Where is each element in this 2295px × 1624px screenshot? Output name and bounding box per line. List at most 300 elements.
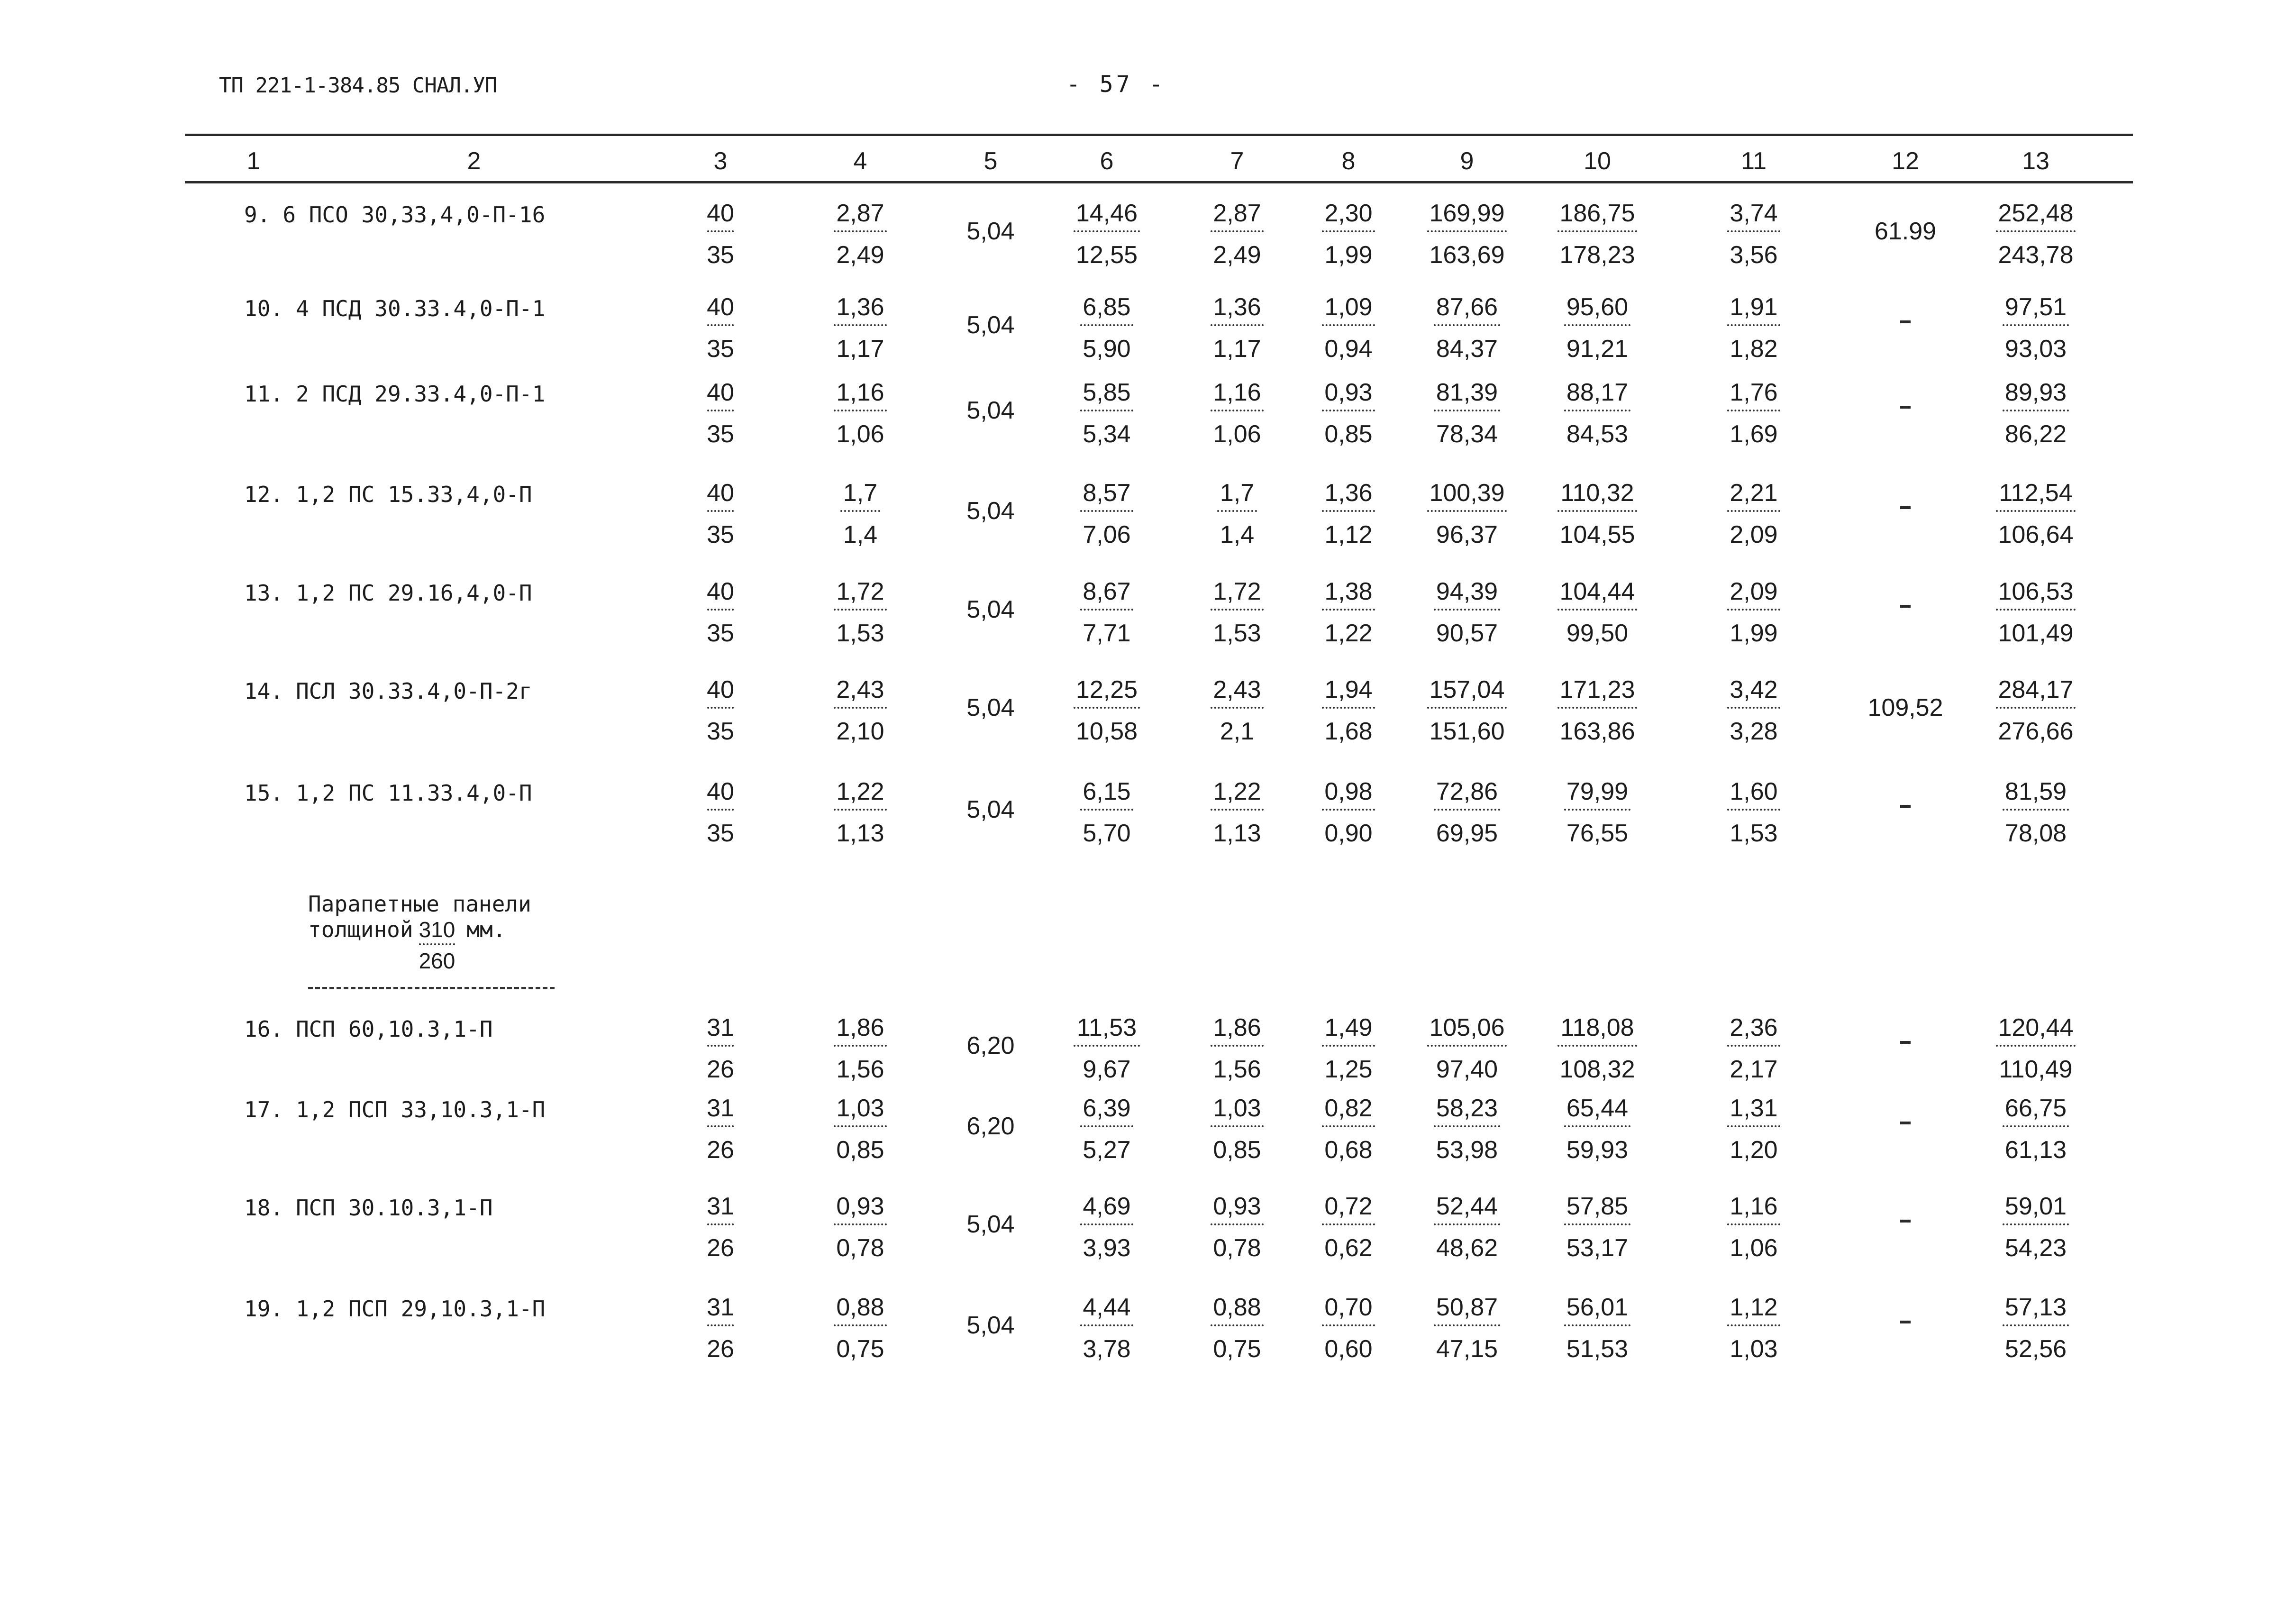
- cell-c9: [1434, 293, 1500, 363]
- cell-c10-top: 118,08: [1560, 1014, 1634, 1041]
- cell-c10-bottom: 104,55: [1559, 521, 1635, 548]
- cell-c4: [834, 1192, 887, 1262]
- cell-c8-top: 2,30: [1324, 200, 1373, 227]
- cell-c13: [1996, 577, 2076, 648]
- cell-c8-bottom: 1,12: [1324, 521, 1373, 548]
- fraction-bar: [1996, 230, 2076, 232]
- cell-c7: [1211, 1293, 1264, 1363]
- cell-c8-top: 1,36: [1324, 479, 1373, 507]
- column-header-8: 8: [1341, 147, 1356, 175]
- cell-c11-bottom: 1,20: [1730, 1136, 1778, 1164]
- column-header-13: 13: [2022, 147, 2049, 175]
- fraction-bar: [1996, 707, 2076, 709]
- cell-c8: [1322, 293, 1375, 363]
- row-label: [244, 1016, 493, 1042]
- fraction-bar: [1074, 1045, 1140, 1047]
- cell-c9-bottom: 47,15: [1436, 1335, 1498, 1363]
- cell-c12-dash-4: [1900, 605, 1911, 608]
- cell-c13-bottom: 276,66: [1998, 718, 2074, 745]
- cell-c13-bottom: 101,49: [1998, 620, 2074, 647]
- fraction-bar: [1080, 609, 1133, 611]
- cell-c3: [707, 777, 734, 848]
- cell-c3: [707, 577, 734, 648]
- cell-c8: [1322, 1192, 1375, 1262]
- row-number: 16.: [244, 1016, 284, 1042]
- fraction-bar: [1074, 230, 1140, 232]
- fraction-bar: [1727, 324, 1780, 326]
- column-header-7: 7: [1230, 147, 1244, 175]
- cell-c11: [1727, 577, 1780, 648]
- cell-c13-top: 112,54: [1999, 479, 2073, 507]
- cell-c3: [707, 479, 734, 549]
- cell-c6-top: 4,69: [1083, 1193, 1131, 1220]
- cell-c9-top: 87,66: [1436, 293, 1498, 321]
- cell-c8: [1322, 479, 1375, 549]
- cell-c10: [1564, 378, 1630, 448]
- fraction-bar: [834, 1223, 887, 1225]
- cell-c7-top: 0,88: [1213, 1294, 1261, 1321]
- fraction-bar: [1434, 410, 1500, 411]
- fraction-bar: [1211, 1223, 1264, 1225]
- cell-c3-bottom: 26: [707, 1335, 734, 1363]
- row-item-name: 6 ПСО 30,33,4,0-П-16: [282, 202, 546, 228]
- cell-c12-dash-7: [1900, 1041, 1911, 1044]
- cell-c9-bottom: 163,69: [1429, 241, 1505, 269]
- cell-c13-top: 106,53: [1998, 578, 2074, 605]
- cell-c7-bottom: 1,56: [1213, 1056, 1261, 1083]
- cell-c7: [1217, 479, 1257, 549]
- cell-c6-top: 12,25: [1075, 676, 1138, 703]
- cell-c4-bottom: 2,49: [836, 241, 884, 269]
- cell-c13-bottom: 61,13: [2004, 1136, 2067, 1164]
- fraction-bar: [1211, 809, 1264, 811]
- cell-c5: 6,20: [966, 1032, 1015, 1059]
- cell-c10-top: 65,44: [1566, 1095, 1629, 1122]
- fraction-bar: [1727, 1223, 1780, 1225]
- cell-c3-top: 40: [707, 676, 734, 703]
- cell-c13: [1996, 1013, 2076, 1084]
- fraction-bar: [1211, 1125, 1264, 1127]
- fraction-bar: [1211, 324, 1264, 326]
- cell-c3: [707, 1013, 734, 1084]
- cell-c7-bottom: 1,53: [1213, 620, 1261, 647]
- fraction-bar: [1322, 324, 1375, 326]
- fraction-bar: [707, 809, 734, 811]
- cell-c6: [1080, 479, 1133, 549]
- row-number: 11.: [244, 381, 284, 407]
- cell-c8: [1322, 1094, 1375, 1164]
- cell-c6: [1080, 378, 1133, 448]
- cell-c4-top: 1,36: [836, 293, 884, 321]
- cell-c8-top: 1,38: [1324, 578, 1373, 605]
- cell-c8-top: 0,93: [1324, 379, 1373, 406]
- row-label: [244, 678, 532, 704]
- fraction-bar: [1727, 1045, 1780, 1047]
- cell-c3: [707, 1192, 734, 1262]
- section-thickness-top: 310: [419, 917, 455, 942]
- cell-c13: [1996, 479, 2076, 549]
- cell-c9-top: 157,04: [1429, 676, 1505, 703]
- cell-c13-bottom: 110,49: [1999, 1056, 2073, 1083]
- fraction-bar: [1564, 324, 1630, 326]
- cell-c5: 5,04: [966, 1211, 1015, 1238]
- cell-c6-bottom: 7,06: [1083, 521, 1131, 548]
- cell-c6-bottom: 10,58: [1075, 718, 1138, 745]
- cell-c10: [1557, 577, 1637, 648]
- cell-c4-top: 1,16: [836, 379, 884, 406]
- cell-c13: [1996, 199, 2076, 269]
- cell-c9-bottom: 78,34: [1436, 420, 1498, 448]
- cell-c4-top: 1,72: [836, 578, 884, 605]
- cell-c11-bottom: 2,17: [1730, 1056, 1778, 1083]
- cell-c8-top: 0,82: [1324, 1095, 1373, 1122]
- cell-c8-bottom: 1,22: [1324, 620, 1373, 647]
- cell-c8-bottom: 0,62: [1324, 1234, 1373, 1262]
- cell-c6-bottom: 12,55: [1075, 241, 1138, 269]
- header-rule-bottom: [185, 181, 2133, 183]
- fraction-bar: [419, 943, 455, 945]
- fraction-bar: [1080, 1223, 1133, 1225]
- fraction-bar: [1322, 1223, 1375, 1225]
- cell-c7-top: 1,7: [1220, 479, 1255, 507]
- cell-c11-top: 1,91: [1730, 293, 1778, 321]
- row-label: [244, 580, 532, 606]
- cell-c3-top: 40: [707, 379, 734, 406]
- fraction-bar: [1322, 1324, 1375, 1326]
- cell-c6: [1080, 577, 1133, 648]
- cell-c5: 5,04: [966, 796, 1015, 823]
- section-thickness-unit: мм.: [466, 917, 506, 942]
- cell-c4: [834, 293, 887, 363]
- cell-c11: [1727, 378, 1780, 448]
- fraction-bar: [1434, 1223, 1500, 1225]
- doc-code: ТП 221-1-384.85 СНАЛ.УП: [219, 73, 497, 98]
- column-header-2: 2: [467, 147, 481, 175]
- cell-c10-bottom: 51,53: [1566, 1335, 1629, 1363]
- cell-c8: [1322, 378, 1375, 448]
- cell-c8: [1322, 675, 1375, 746]
- fraction-bar: [1322, 1125, 1375, 1127]
- cell-c3: [707, 293, 734, 363]
- cell-c4-bottom: 1,06: [836, 420, 884, 448]
- cell-c11-top: 1,12: [1730, 1294, 1778, 1321]
- fraction-bar: [1211, 707, 1264, 709]
- cell-c13-top: 284,17: [1998, 676, 2074, 703]
- fraction-bar: [1996, 609, 2076, 611]
- cell-c10-top: 186,75: [1559, 200, 1635, 227]
- cell-c9: [1427, 1013, 1507, 1084]
- section-thickness-fraction: [419, 917, 455, 974]
- cell-c3-top: 40: [707, 479, 734, 507]
- cell-c13: [2003, 378, 2069, 448]
- cell-c7: [1211, 293, 1264, 363]
- cell-c9-top: 81,39: [1436, 379, 1498, 406]
- fraction-bar: [1080, 324, 1133, 326]
- cell-c4: [834, 577, 887, 648]
- row-item-name: 1,2 ПС 15.33,4,0-П: [296, 482, 532, 507]
- fraction-bar: [834, 324, 887, 326]
- cell-c6-top: 4,44: [1083, 1294, 1131, 1321]
- cell-c6: [1074, 1013, 1140, 1084]
- cell-c12-dash-3: [1900, 506, 1911, 509]
- cell-c7: [1211, 378, 1264, 448]
- cell-c6-bottom: 5,70: [1083, 820, 1131, 847]
- fraction-bar: [1434, 809, 1500, 811]
- fraction-bar: [1557, 510, 1637, 512]
- cell-c5: 5,04: [966, 694, 1015, 721]
- cell-c3-top: 40: [707, 200, 734, 227]
- column-header-9: 9: [1460, 147, 1474, 175]
- cell-c8-bottom: 0,85: [1324, 420, 1373, 448]
- cell-c7: [1211, 1192, 1264, 1262]
- fraction-bar: [1564, 809, 1630, 811]
- fraction-bar: [1564, 410, 1630, 411]
- cell-c6-top: 8,67: [1083, 578, 1131, 605]
- cell-c12-dash-6: [1900, 805, 1911, 808]
- cell-c3: [707, 378, 734, 448]
- row-item-name: ПСЛ 30.33.4,0-П-2г: [296, 678, 532, 704]
- fraction-bar: [834, 1125, 887, 1127]
- cell-c3-bottom: 26: [707, 1234, 734, 1262]
- fraction-bar: [1211, 410, 1264, 411]
- cell-c3-top: 31: [707, 1193, 734, 1220]
- cell-c9-top: 169,99: [1429, 200, 1505, 227]
- cell-c11: [1727, 1192, 1780, 1262]
- cell-c6-bottom: 5,34: [1083, 420, 1131, 448]
- cell-c4: [834, 378, 887, 448]
- cell-c9-bottom: 97,40: [1436, 1056, 1498, 1083]
- fraction-bar: [1434, 609, 1500, 611]
- fraction-bar: [2003, 1223, 2069, 1225]
- cell-c13-bottom: 52,56: [2004, 1335, 2067, 1363]
- fraction-bar: [1080, 410, 1133, 411]
- fraction-bar: [834, 707, 887, 709]
- cell-c13-top: 66,75: [2004, 1095, 2067, 1122]
- cell-c6-top: 14,46: [1075, 200, 1138, 227]
- cell-c3: [707, 1293, 734, 1363]
- cell-c9-top: 94,39: [1436, 578, 1498, 605]
- fraction-bar: [707, 1125, 734, 1127]
- fraction-bar: [1211, 609, 1264, 611]
- cell-c3-bottom: 35: [707, 620, 734, 647]
- fraction-bar: [1427, 707, 1507, 709]
- fraction-bar: [707, 609, 734, 611]
- cell-c6: [1074, 675, 1140, 746]
- cell-c4-top: 1,22: [836, 778, 884, 805]
- fraction-bar: [834, 230, 887, 232]
- cell-c7-bottom: 0,85: [1213, 1136, 1261, 1164]
- fraction-bar: [1557, 707, 1637, 709]
- cell-c7-top: 2,43: [1213, 676, 1261, 703]
- fraction-bar: [1557, 609, 1637, 611]
- cell-c13-bottom: 106,64: [1998, 521, 2074, 548]
- fraction-bar: [1564, 1223, 1630, 1225]
- fraction-bar: [2003, 1125, 2069, 1127]
- cell-c4-bottom: 1,17: [836, 335, 884, 363]
- cell-c10-bottom: 99,50: [1566, 620, 1629, 647]
- cell-c11: [1727, 293, 1780, 363]
- row-number: 9.: [244, 202, 271, 228]
- cell-c7-bottom: 1,13: [1213, 820, 1261, 847]
- cell-c13-top: 81,59: [2004, 778, 2067, 805]
- cell-c5: 5,04: [966, 218, 1015, 245]
- cell-c9: [1434, 1094, 1500, 1164]
- cell-c9-top: 50,87: [1436, 1294, 1498, 1321]
- column-header-4: 4: [853, 147, 867, 175]
- cell-c3-bottom: 35: [707, 521, 734, 548]
- cell-c10: [1564, 1293, 1630, 1363]
- cell-c5: 5,04: [966, 497, 1015, 525]
- section-dashed-rule: [308, 987, 555, 989]
- cell-c13-bottom: 78,08: [2004, 820, 2067, 847]
- fraction-bar: [1211, 230, 1264, 232]
- cell-c9: [1434, 378, 1500, 448]
- fraction-bar: [707, 324, 734, 326]
- cell-c12-dash-1: [1900, 320, 1911, 323]
- cell-c13: [2003, 1293, 2069, 1363]
- fraction-bar: [1727, 510, 1780, 512]
- cell-c10: [1564, 293, 1630, 363]
- cell-c9-bottom: 69,95: [1436, 820, 1498, 847]
- cell-c10-bottom: 91,21: [1566, 335, 1629, 363]
- cell-c4: [834, 1094, 887, 1164]
- cell-c8-top: 1,09: [1324, 293, 1373, 321]
- cell-c10: [1564, 1192, 1630, 1262]
- cell-c8: [1322, 1013, 1375, 1084]
- cell-c10: [1557, 675, 1637, 746]
- cell-c4-bottom: 1,4: [843, 521, 878, 548]
- cell-c9-bottom: 84,37: [1436, 335, 1498, 363]
- cell-c6-top: 6,15: [1083, 778, 1131, 805]
- cell-c9-bottom: 96,37: [1436, 521, 1498, 548]
- cell-c9-top: 52,44: [1436, 1193, 1498, 1220]
- cell-c9-bottom: 151,60: [1429, 718, 1505, 745]
- cell-c7-top: 1,36: [1213, 293, 1261, 321]
- cell-c11: [1727, 1094, 1780, 1164]
- cell-c6-top: 8,57: [1083, 479, 1131, 507]
- fraction-bar: [1074, 707, 1140, 709]
- row-number: 12.: [244, 482, 284, 507]
- cell-c6-bottom: 5,90: [1083, 335, 1131, 363]
- cell-c12: 109,52: [1867, 694, 1943, 721]
- cell-c5: 6,20: [966, 1113, 1015, 1140]
- fraction-bar: [1322, 230, 1375, 232]
- cell-c11-top: 1,76: [1730, 379, 1778, 406]
- cell-c4-top: 1,03: [836, 1095, 884, 1122]
- cell-c3-top: 40: [707, 778, 734, 805]
- fraction-bar: [1564, 1125, 1630, 1127]
- fraction-bar: [1727, 1324, 1780, 1326]
- row-item-name: 1,2 ПС 29.16,4,0-П: [296, 580, 532, 606]
- cell-c4-top: 0,88: [836, 1294, 884, 1321]
- fraction-bar: [1434, 324, 1500, 326]
- cell-c9: [1427, 675, 1507, 746]
- cell-c11: [1727, 1293, 1780, 1363]
- cell-c7-bottom: 2,1: [1220, 718, 1255, 745]
- cell-c9: [1434, 1293, 1500, 1363]
- header-rule-top: [185, 134, 2133, 136]
- cell-c4: [834, 675, 887, 746]
- section-title-line2: [308, 917, 555, 974]
- cell-c7-bottom: 1,17: [1213, 335, 1261, 363]
- cell-c11-top: 3,42: [1730, 676, 1778, 703]
- row-label: [244, 780, 532, 806]
- cell-c13-bottom: 243,78: [1998, 241, 2074, 269]
- cell-c9-bottom: 48,62: [1436, 1234, 1498, 1262]
- fraction-bar: [1322, 809, 1375, 811]
- column-header-11: 11: [1741, 147, 1767, 175]
- cell-c8-bottom: 0,94: [1324, 335, 1373, 363]
- cell-c12: 61.99: [1874, 218, 1937, 245]
- fraction-bar: [1727, 1125, 1780, 1127]
- row-number: 13.: [244, 580, 284, 606]
- cell-c11-top: 3,74: [1730, 200, 1778, 227]
- cell-c6-bottom: 9,67: [1083, 1056, 1131, 1083]
- cell-c3-top: 40: [707, 578, 734, 605]
- cell-c4-bottom: 0,78: [836, 1234, 884, 1262]
- cell-c10-bottom: 59,93: [1566, 1136, 1629, 1164]
- cell-c3-bottom: 26: [707, 1056, 734, 1083]
- cell-c9: [1434, 577, 1500, 648]
- row-number: 14.: [244, 678, 284, 704]
- fraction-bar: [1434, 1125, 1500, 1127]
- cell-c4: [834, 1293, 887, 1363]
- cell-c8-top: 0,72: [1324, 1193, 1373, 1220]
- cell-c3-bottom: 35: [707, 335, 734, 363]
- cell-c11-top: 2,21: [1730, 479, 1778, 507]
- cell-c11-bottom: 1,53: [1730, 820, 1778, 847]
- row-number: 10.: [244, 296, 284, 321]
- cell-c10-bottom: 108,32: [1559, 1056, 1635, 1083]
- fraction-bar: [1080, 1125, 1133, 1127]
- cell-c3-top: 31: [707, 1095, 734, 1122]
- cell-c10-bottom: 84,53: [1566, 420, 1629, 448]
- cell-c9-bottom: 53,98: [1436, 1136, 1498, 1164]
- cell-c10: [1557, 479, 1637, 549]
- cell-c12-dash-9: [1900, 1220, 1911, 1223]
- cell-c4-bottom: 1,13: [836, 820, 884, 847]
- fraction-bar: [1211, 1324, 1264, 1326]
- cell-c11: [1727, 777, 1780, 848]
- cell-c6-bottom: 7,71: [1083, 620, 1131, 647]
- cell-c4-bottom: 1,53: [836, 620, 884, 647]
- cell-c11-bottom: 1,82: [1730, 335, 1778, 363]
- cell-c7-bottom: 2,49: [1213, 241, 1261, 269]
- row-label: [244, 381, 545, 407]
- cell-c7: [1211, 675, 1264, 746]
- cell-c9: [1427, 479, 1507, 549]
- cell-c11-top: 1,31: [1730, 1095, 1778, 1122]
- cell-c10-top: 57,85: [1566, 1193, 1629, 1220]
- cell-c7-top: 2,87: [1213, 200, 1261, 227]
- cell-c4-top: 1,7: [843, 479, 878, 507]
- fraction-bar: [707, 1223, 734, 1225]
- cell-c7-top: 1,86: [1213, 1014, 1261, 1041]
- cell-c8-bottom: 1,25: [1324, 1056, 1373, 1083]
- cell-c3-bottom: 35: [707, 241, 734, 269]
- fraction-bar: [1996, 510, 2076, 512]
- fraction-bar: [707, 410, 734, 411]
- cell-c5: 5,04: [966, 311, 1015, 339]
- column-header-3: 3: [713, 147, 728, 175]
- fraction-bar: [1727, 410, 1780, 411]
- row-number: 15.: [244, 780, 284, 806]
- section-thickness-label: толщиной: [308, 917, 413, 942]
- cell-c6-top: 6,39: [1083, 1095, 1131, 1122]
- cell-c3-top: 31: [707, 1294, 734, 1321]
- section-thickness-bottom: 260: [419, 949, 455, 973]
- cell-c10-bottom: 76,55: [1566, 820, 1629, 847]
